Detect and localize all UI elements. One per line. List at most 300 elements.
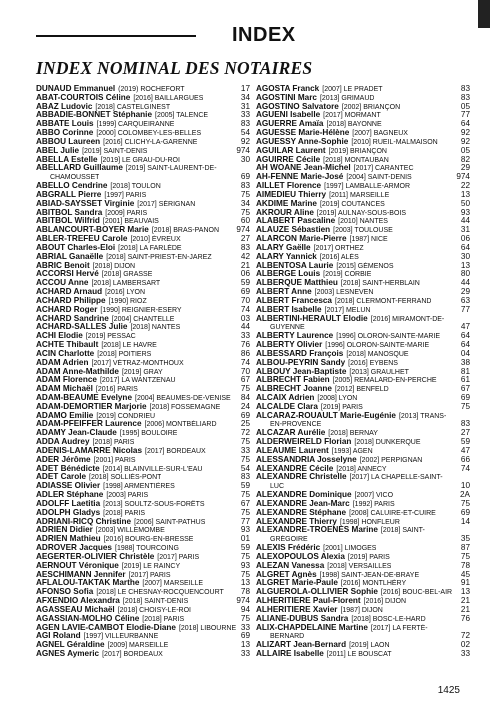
notary-name: ALBOU-PEYRIN Sandy <box>256 358 346 367</box>
entry-text <box>36 315 174 324</box>
department-code: 44 <box>460 217 470 226</box>
index-entry <box>36 129 250 138</box>
department-code: 70 <box>240 296 250 305</box>
notary-year-location: [2017] LA FERTÉ- <box>370 624 428 632</box>
notary-year-location: [2018] BRAS-PANON <box>151 227 220 235</box>
notary-year-location: [2018] ANNECY <box>336 465 387 473</box>
index-entry <box>36 111 250 120</box>
notary-year-location: [2018] GRASSE <box>101 271 153 279</box>
index-entry <box>36 315 250 324</box>
notary-name: ABRIC Benoit <box>36 261 90 270</box>
department-code: 63 <box>460 296 470 305</box>
entry-text <box>36 191 146 200</box>
notary-name: ALBERT Francesca <box>256 296 332 305</box>
notary-name: AKDIME Marine <box>256 199 317 208</box>
index-entry <box>256 438 470 447</box>
notary-year-location: GUYENNE <box>270 324 305 332</box>
page-number: 1425 <box>437 685 460 696</box>
department-code: 77 <box>240 517 250 526</box>
index-entry <box>36 579 250 588</box>
notary-year-location: [1998] SAINT-JEAN-DE-BRAYE <box>319 571 420 579</box>
index-entry <box>36 341 250 350</box>
notary-name: ABLER-TREFEU Carole <box>36 235 128 244</box>
entry-text <box>256 553 390 562</box>
notary-name: AH WOANE Jean-Michel <box>256 164 351 173</box>
department-code: 74 <box>460 464 470 473</box>
index-entry <box>36 562 250 571</box>
entry-text <box>256 412 446 421</box>
notary-name: AGEN LAVIE-CAMBOT Elodie-Diane <box>36 623 176 632</box>
department-code: 14 <box>460 517 470 526</box>
department-code: 64 <box>460 332 470 341</box>
notary-year-location: [2018] PARIS <box>92 439 135 447</box>
index-entry <box>36 368 250 377</box>
entry-text <box>256 85 383 94</box>
notary-name: AESCHIMANN Jennifer <box>36 570 126 579</box>
notary-name: AGUILAR Laurent <box>256 146 326 155</box>
index-entry <box>256 226 470 235</box>
entry-text <box>36 368 163 377</box>
index-entry <box>256 253 470 262</box>
entry-text <box>256 376 437 385</box>
department-code: 78 <box>460 561 470 570</box>
entry-text <box>256 164 414 173</box>
index-entry <box>36 385 250 394</box>
index-entry <box>36 394 250 403</box>
department-code: 44 <box>460 279 470 288</box>
notary-year-location: [2002] BRIANÇON <box>341 103 401 111</box>
entry-text <box>256 359 398 368</box>
notary-name: ABBOU Laureen <box>36 137 101 146</box>
department-code: 72 <box>460 632 470 641</box>
notary-name: ADAM Florence <box>36 376 97 385</box>
notary-year-location: [2018] FOSSEMAGNE <box>149 403 221 411</box>
notary-year-location: [2010] ÉVREUX <box>130 236 181 244</box>
department-code: 06 <box>460 235 470 244</box>
index-entry <box>36 588 250 597</box>
entry-text <box>36 447 206 456</box>
notary-year-location: [2019] AULNAY-SOUS-BOIS <box>316 209 407 217</box>
department-code: 77 <box>460 305 470 314</box>
notary-year-location: [2013] GRAULHET <box>349 368 409 376</box>
notary-name: ALBERT Isabelle <box>256 305 322 314</box>
department-code: 33 <box>460 650 470 658</box>
department-code: 13 <box>240 579 250 588</box>
entry-text <box>256 632 304 641</box>
entry-text <box>256 473 443 482</box>
department-code: 75 <box>460 402 470 411</box>
department-code: 83 <box>460 85 470 93</box>
index-entry <box>36 359 250 368</box>
notary-name: ACHARD-SALLES Julie <box>36 323 128 332</box>
index-entry <box>36 447 250 456</box>
notary-name: ALBOUY Jean-Baptiste <box>256 367 347 376</box>
entry-text <box>256 394 357 403</box>
department-code: 78 <box>240 588 250 597</box>
department-code: 75 <box>240 508 250 517</box>
notary-name: ALABERT Pascaline <box>256 217 336 226</box>
notary-year-location: [1998] ARMENTIÈRES <box>103 483 175 491</box>
notary-year-location: [2008] LYON <box>317 394 358 402</box>
notary-name: ALBERQUE Matthieu <box>256 279 338 288</box>
notary-name: ABEL Julie <box>36 146 80 155</box>
department-code: 50 <box>460 199 470 208</box>
notary-name: ADENIS-LAMARRE Nicolas <box>36 446 142 455</box>
department-code: 13 <box>460 261 470 270</box>
index-entry <box>36 138 250 147</box>
entry-text <box>256 420 321 429</box>
notary-name: ALEXIS Frédéric <box>256 544 321 553</box>
index-entry <box>36 606 250 615</box>
entry-text <box>36 288 145 297</box>
index-entry <box>256 138 470 147</box>
notary-name: ADAM-PFEIFFER Laurence <box>36 420 142 429</box>
notary-year-location: [2019] SAINT-DENIS <box>82 147 148 155</box>
entry-text <box>256 226 393 235</box>
notary-year-location: [2017] PARIS <box>128 571 171 579</box>
entry-text <box>256 624 428 633</box>
notary-name: ALIX-CHAPDELAINE Martine <box>256 623 368 632</box>
entry-text <box>256 465 387 474</box>
index-entry <box>256 456 470 465</box>
department-code: 61 <box>460 376 470 385</box>
department-code: 35 <box>460 535 470 544</box>
notary-name: ABBATE Louis <box>36 120 94 129</box>
index-entry <box>256 200 470 209</box>
notary-year-location: [2018] SAINT-DENIS <box>122 598 189 606</box>
entry-text <box>256 368 409 377</box>
notary-year-location: [1992] PARIS <box>352 500 395 508</box>
index-entry <box>256 191 470 200</box>
entry-text <box>256 235 388 244</box>
notary-year-location: [2018] MANOSQUE <box>346 350 409 358</box>
notary-year-location: [2003] WILLEMOMBE <box>95 527 165 535</box>
department-code: 54 <box>240 464 250 473</box>
notary-name: ALIANE-DUBUS Sandra <box>256 614 349 623</box>
entry-text <box>256 571 419 580</box>
notary-year-location: [2018] PARIS <box>103 509 146 517</box>
notary-year-location: [2018] SAINT-PRIEST-EN-JAREZ <box>106 253 212 261</box>
notary-name: ADAM Anne-Mathilde <box>36 367 119 376</box>
entry-text <box>256 447 373 456</box>
notary-year-location: [2013] SOULTZ-SOUS-FORÊTS <box>103 500 205 508</box>
notary-year-location: [2019] LAON <box>349 642 390 650</box>
index-entry <box>256 359 470 368</box>
notary-year-location: [2013] TRANS- <box>398 412 447 420</box>
notary-name: ACHARD Roger <box>36 305 98 314</box>
notary-year-location: [1993] AGEN <box>331 447 373 455</box>
notary-year-location: [1997] PARIS <box>104 191 147 199</box>
notary-year-location: EN-PROVENCE <box>270 421 322 429</box>
entry-text <box>256 385 389 394</box>
entry-text <box>36 85 185 94</box>
department-code: 75 <box>240 570 250 579</box>
notary-year-location: [2017] CARANTEC <box>353 165 414 173</box>
notary-year-location: [2017] LA CHAPELLE-SAINT- <box>349 474 443 482</box>
index-column-right <box>256 85 470 659</box>
notary-name: AGOSTINI Marc <box>256 93 317 102</box>
index-entry <box>256 571 470 580</box>
entry-text <box>36 438 134 447</box>
notary-year-location: [2003] TOULOUSE <box>333 227 393 235</box>
entry-text <box>256 482 284 491</box>
notary-name: ADOLPH Gladys <box>36 508 101 517</box>
entry-text <box>36 385 138 394</box>
notary-year-location: [2018] BERNAY <box>328 430 378 438</box>
index-entry <box>36 297 250 306</box>
entry-text <box>36 297 147 306</box>
entry-text <box>36 588 224 597</box>
department-code: 59 <box>240 482 250 491</box>
notary-name: ADRIEN Didier <box>36 526 93 535</box>
index-entry <box>256 588 470 597</box>
notary-name: ALBESSARD François <box>256 349 344 358</box>
notary-year-location: [2018] LE CHESNAY-ROCQUENCOURT <box>96 589 224 597</box>
notary-name: ALHÉRITIÈRE Paul-Florent <box>256 597 361 606</box>
notary-name: ADRIANI-RICQ Christine <box>36 517 132 526</box>
entry-text <box>36 429 177 438</box>
department-code: 83 <box>240 120 250 129</box>
index-entry <box>256 368 470 377</box>
department-code: 69 <box>240 288 250 297</box>
notary-name: AH-FENNE Marie-José <box>256 173 344 182</box>
department-code: 44 <box>240 323 250 332</box>
entry-text <box>36 412 155 421</box>
index-entry <box>256 244 470 253</box>
notary-year-location: [2004] CHANTELLE <box>111 315 175 323</box>
index-entry <box>36 420 250 429</box>
notary-name: AGASSEAU Michaël <box>36 605 115 614</box>
notary-name: ACHARD Sandrine <box>36 314 109 323</box>
department-code: 75 <box>460 499 470 508</box>
index-entry <box>256 412 470 421</box>
notary-year-location: [2018] SOLLIÈS-PONT <box>89 474 162 482</box>
notary-name: AIMEDIEU Thierry <box>256 190 327 199</box>
entry-text <box>256 350 409 359</box>
notary-year-location: [2018] LAMBERSART <box>91 280 161 288</box>
department-code: 27 <box>460 429 470 438</box>
entry-text <box>36 173 99 182</box>
entry-text <box>36 217 159 226</box>
entry-text <box>256 641 390 650</box>
notary-year-location: [1999] CARQUEIRANNE <box>96 121 175 129</box>
department-code: 77 <box>460 111 470 120</box>
notary-name: ALEXANDRE Dominique <box>256 491 352 500</box>
notary-year-location: [2018] DIJON <box>92 262 136 270</box>
notary-year-location: [2008] CALUIRE-ET-CUIRE <box>349 509 436 517</box>
notary-name: ABELLA Estelle <box>36 155 98 164</box>
entry-text <box>36 615 184 624</box>
notary-year-location: [2003] PARIS <box>106 492 149 500</box>
index-entry <box>36 553 250 562</box>
department-code: 70 <box>240 367 250 376</box>
notary-year-location: [2012] BENFELD <box>334 386 389 394</box>
notary-year-location: [2018] PARIS <box>142 615 185 623</box>
entry-text <box>256 147 387 156</box>
department-code: 92 <box>460 137 470 146</box>
index-entry <box>256 332 470 341</box>
notary-year-location: [2016] BAILLARGUES <box>133 94 204 102</box>
index-entry <box>36 412 250 421</box>
entry-text <box>256 403 363 412</box>
entry-text <box>256 509 436 518</box>
entry-text <box>256 129 408 138</box>
index-entry <box>256 217 470 226</box>
index-entry <box>36 376 250 385</box>
department-code: 10 <box>460 482 470 491</box>
department-code: 974 <box>236 597 250 606</box>
department-code: 17 <box>240 85 250 93</box>
index-entry <box>36 632 250 641</box>
department-code: 83 <box>460 93 470 102</box>
notary-name: ABAT-COURTOIS Céline <box>36 93 131 102</box>
notary-year-location: [2016] LYON <box>105 289 146 297</box>
index-entry <box>36 103 250 112</box>
notary-name: ALCARAZ-ROUAULT Marie-Eugénie <box>256 411 396 420</box>
notary-name: ABGRALL Pierre <box>36 190 102 199</box>
department-code: 69 <box>240 632 250 641</box>
notary-year-location: [2007] MARSEILLE <box>142 580 204 588</box>
entry-text <box>256 156 389 165</box>
notary-year-location: [2000] COLOMBEY-LES-BELLES <box>96 130 202 138</box>
notary-year-location: [2018] BOSC-LE-HARD <box>351 615 426 623</box>
notary-year-location: [2019] CORBIE <box>323 271 372 279</box>
department-code: 83 <box>240 243 250 252</box>
index-entry <box>36 429 250 438</box>
notary-year-location: [2011] LE BOUSCAT <box>326 651 392 658</box>
entry-text <box>256 615 426 624</box>
department-code: 2A <box>459 491 470 500</box>
index-entry <box>256 473 470 482</box>
notary-name: AFLALOU-TAKTAK Marthe <box>36 579 140 588</box>
entry-text <box>36 147 147 156</box>
notary-year-location: [2004] BEAUMES-DE-VENISE <box>135 394 231 402</box>
department-code: 67 <box>460 385 470 394</box>
department-code: 64 <box>460 341 470 350</box>
index-entry <box>256 429 470 438</box>
index-entry <box>256 182 470 191</box>
notary-year-location: [2017] MELUN <box>324 306 371 314</box>
index-entry <box>36 270 250 279</box>
notary-name: ABBADIE-BONNET Stéphanie <box>36 111 152 120</box>
department-code: 75 <box>240 552 250 561</box>
department-code: 29 <box>460 288 470 297</box>
entry-text <box>36 111 208 120</box>
entry-text <box>36 341 157 350</box>
notary-name: ABELLARD Guillaume <box>36 164 123 173</box>
notary-name: ADET Bénédicte <box>36 464 100 473</box>
notary-name: ADER Jérôme <box>36 455 91 464</box>
department-code: 83 <box>460 420 470 429</box>
notary-name: ABIAD-SAYSSET Virginie <box>36 199 135 208</box>
notary-name: ALGRET Marie-Paule <box>256 579 338 588</box>
notary-name: ADAMY Jean-Claude <box>36 429 117 438</box>
notary-name: ADLER Stéphane <box>36 491 104 500</box>
notary-name: ACHTE Thibault <box>36 341 99 350</box>
index-entry <box>256 103 470 112</box>
department-code: 974 <box>236 146 250 155</box>
notary-year-location: [2018] SAINT-HERBLAIN <box>340 280 420 288</box>
entry-text <box>36 518 205 527</box>
notary-year-location: [2006] MONTBÉLIARD <box>144 421 217 429</box>
notary-year-location: [1987] NICE <box>349 236 388 244</box>
notary-year-location: [1996] OLORON-SAINTE-MARIE <box>336 333 441 341</box>
notary-name: AGOSTA Franck <box>256 85 320 93</box>
entry-text <box>256 200 385 209</box>
index-entry <box>256 147 470 156</box>
entry-text <box>36 544 179 553</box>
entry-text <box>36 579 203 588</box>
notary-year-location: [2019] PARIS <box>320 403 363 411</box>
department-code: 33 <box>240 623 250 632</box>
notary-name: ADRIEN Mathieu <box>36 535 101 544</box>
entry-text <box>256 138 438 147</box>
entry-text <box>36 244 182 253</box>
department-code: 47 <box>460 446 470 455</box>
index-entry <box>256 518 470 527</box>
notary-year-location: [2005] TALENCE <box>155 112 209 120</box>
notary-year-location: [1998] HONFLEUR <box>339 518 400 526</box>
entry-text <box>256 94 374 103</box>
department-code: 83 <box>240 473 250 482</box>
index-entry <box>256 209 470 218</box>
entry-text <box>36 650 163 659</box>
department-code: 75 <box>240 491 250 500</box>
department-code: 02 <box>460 641 470 650</box>
notary-name: ALLAIRE Isabelle <box>256 650 324 658</box>
notary-year-location: [2016] MONTLHÉRY <box>340 580 407 588</box>
notary-name: ALDERWEIRELD Florian <box>256 438 352 447</box>
department-code: 06 <box>240 270 250 279</box>
entry-text <box>256 438 421 447</box>
notary-year-location: [2018] NANTES <box>130 324 181 332</box>
index-entry <box>256 173 470 182</box>
department-code: 72 <box>240 429 250 438</box>
entry-text <box>256 491 393 500</box>
department-code: 75 <box>240 455 250 464</box>
index-entry <box>36 456 250 465</box>
notary-year-location: [2015] GÉMENOS <box>336 262 394 270</box>
department-code: 93 <box>240 526 250 535</box>
notary-name: ACHARD Philippe <box>36 296 106 305</box>
notary-name: ADAM-BEAUME Evelyne <box>36 393 132 402</box>
department-code: 54 <box>240 129 250 138</box>
notary-name: ALEXANDRE Thierry <box>256 517 337 526</box>
notary-name: ADIASSE Olivier <box>36 482 101 491</box>
index-entry <box>36 544 250 553</box>
notary-year-location: [2016] BOUC-BEL-AIR <box>380 589 453 597</box>
department-code: 69 <box>460 393 470 402</box>
department-code: 34 <box>240 93 250 102</box>
entry-text <box>256 315 444 324</box>
entry-text <box>36 473 161 482</box>
department-code: 80 <box>460 270 470 279</box>
index-entry <box>36 156 250 165</box>
notary-name: ADET Carole <box>36 473 87 482</box>
notary-name: AFXENDIO Alexandra <box>36 597 120 606</box>
index-entry <box>256 262 470 271</box>
notary-year-location: [2006] SAINT-PATHUS <box>134 518 206 526</box>
notary-name: ADROVER Jacques <box>36 544 112 553</box>
entry-text <box>36 597 188 606</box>
department-code: 64 <box>460 120 470 129</box>
index-entry <box>36 200 250 209</box>
index-entry <box>256 465 470 474</box>
department-code: 38 <box>460 358 470 367</box>
index-entry <box>256 306 470 315</box>
index-entry <box>256 624 470 633</box>
index-entry <box>36 288 250 297</box>
